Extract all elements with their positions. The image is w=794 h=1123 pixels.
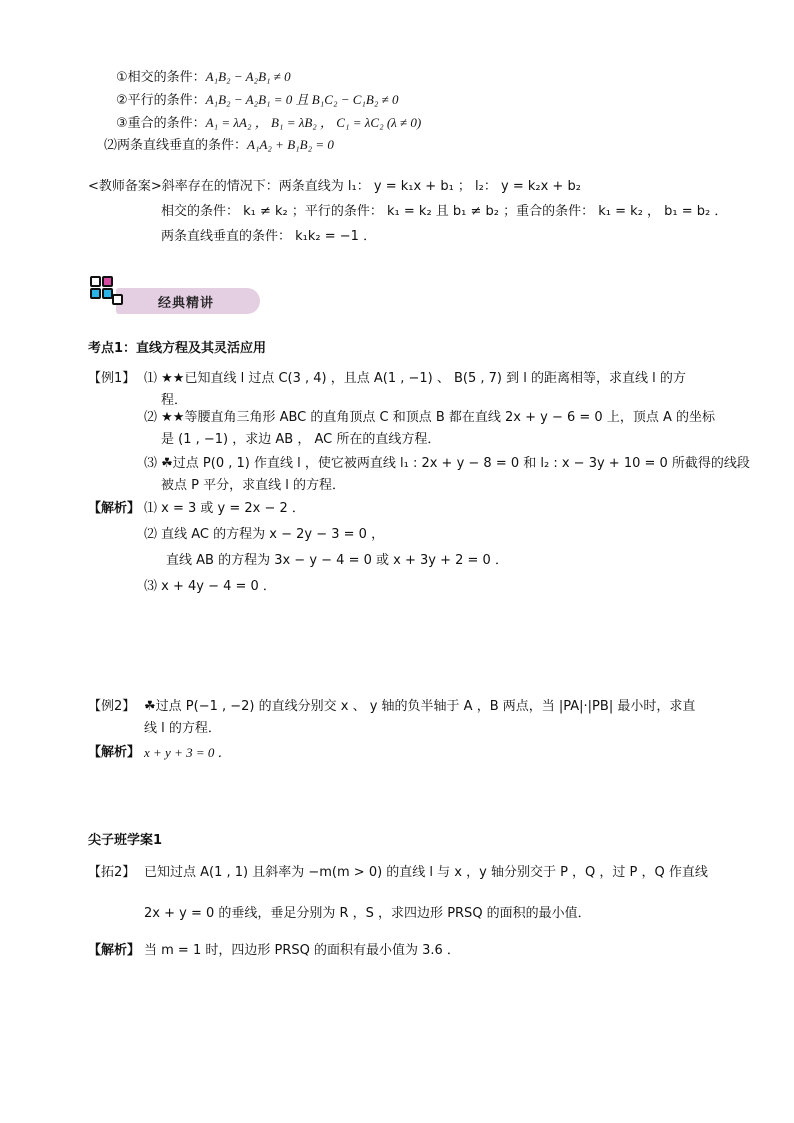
solution1-tag: 【解析】 bbox=[88, 501, 141, 516]
solution1-part3: ⑶ x + 4y − 4 = 0 ． bbox=[144, 579, 276, 594]
intersect-condition bbox=[116, 68, 291, 87]
extension2-line1: 已知过点 A(1 , 1) 且斜率为 −m(m > 0) 的直线 l 与 x ，y 轴分别交于 P ，Q ，过 P ，Q 作直线 bbox=[144, 865, 708, 880]
example2-tag: 【例2】 bbox=[88, 699, 136, 714]
jianzi-title: 尖子班学案1 bbox=[88, 833, 163, 848]
parallel-condition bbox=[116, 91, 399, 110]
keypoint-title: 考点1：直线方程及其灵活应用 bbox=[88, 341, 267, 356]
example1-part1-line1: ⑴ ★★已知直线 l 过点 C(3 , 4) ，且点 A(1 , −1) 、 B(5 , 7) 到 l 的距离相等，求直线 l 的方 bbox=[144, 371, 686, 386]
teacher-note-line3: 两条直线垂直的条件： k₁k₂ = −1 ． bbox=[161, 229, 377, 244]
banner-title: 经典精讲 bbox=[158, 296, 215, 311]
intersect-formula: A₁B₂ − A₂B₁ ≠ 0 bbox=[205, 69, 291, 84]
example2-line2: 线 l 的方程． bbox=[144, 721, 221, 736]
section-banner bbox=[88, 272, 260, 316]
extension2-line2: 2x + y = 0 的垂线，垂足分别为 R ，S ，求四边形 PRSQ 的面积的最小值． bbox=[144, 906, 591, 921]
solution1-part2-line1: ⑵ 直线 AC 的方程为 x − 2y − 3 = 0 ， bbox=[144, 527, 385, 542]
teacher-note-line2: 相交的条件： k₁ ≠ k₂ ；平行的条件： k₁ = k₂ 且 b₁ ≠ b₂ ；重合的条件： k₁ = k₂ ， b₁ = b₂ ． bbox=[161, 204, 728, 219]
example1-part2-line1: ⑵ ★★等腰直角三角形 ABC 的直角顶点 C 和顶点 B 都在直线 2x + y − 6 = 0 上，顶点 A 的坐标 bbox=[144, 410, 715, 425]
perpendicular-condition bbox=[104, 136, 334, 155]
solution2-tag: 【解析】 bbox=[88, 745, 141, 760]
perpendicular-formula: A₁A₂ + B₁B₂ = 0 bbox=[247, 137, 334, 152]
extension2-tag: 【拓2】 bbox=[88, 865, 136, 880]
example1-part3-line2: 被点 P 平分，求直线 l 的方程． bbox=[161, 478, 345, 493]
example2-line1: ☘过点 P(−1 , −2) 的直线分别交 x 、 y 轴的负半轴于 A ，B 两点，当 |PA|·|PB| 最小时，求直 bbox=[144, 699, 696, 714]
teacher-note-line1: <教师备案>斜率存在的情况下：两条直线为 l₁： y = k₁x + b₁ ； l₂： y = k₂x + b₂ bbox=[88, 179, 581, 194]
example1-part1-line2: 程． bbox=[161, 393, 188, 408]
solution1-part2-line2: 直线 AB 的方程为 3x − y − 4 = 0 或 x + 3y + 2 = 0 ． bbox=[166, 553, 508, 568]
example1-part3-line1: ⑶ ☘过点 P(0 , 1) 作直线 l ，使它被两直线 l₁ : 2x + y − 8 = 0 和 l₂ : x − 3y + 10 = 0 所截得的线段 bbox=[144, 456, 750, 471]
coincide-condition bbox=[116, 114, 421, 133]
solution3-text: 当 m = 1 时，四边形 PRSQ 的面积有最小值为 3.6 ． bbox=[144, 943, 460, 958]
coincide-formula: A₁ = λA₂ ， B₁ = λB₂ ， C₁ = λC₂ (λ ≠ 0) bbox=[205, 115, 422, 130]
intersect-label: ①相交的条件： bbox=[116, 70, 206, 85]
example1-part2-line2: 是 (1 , −1) ，求边 AB ， AC 所在的直线方程． bbox=[161, 432, 441, 447]
solution1-part1: ⑴ x = 3 或 y = 2x − 2 ． bbox=[144, 501, 305, 516]
solution2-text: x + y + 3 = 0 ． bbox=[144, 745, 231, 760]
perpendicular-label: ⑵两条直线垂直的条件： bbox=[104, 138, 248, 153]
solution3-tag: 【解析】 bbox=[88, 943, 141, 958]
coincide-label: ③重合的条件： bbox=[116, 116, 206, 131]
example1-tag: 【例1】 bbox=[88, 371, 136, 386]
parallel-formula: A₁B₂ − A₂B₁ = 0 且 B₁C₂ − C₁B₂ ≠ 0 bbox=[205, 92, 399, 107]
parallel-label: ②平行的条件： bbox=[116, 93, 206, 108]
